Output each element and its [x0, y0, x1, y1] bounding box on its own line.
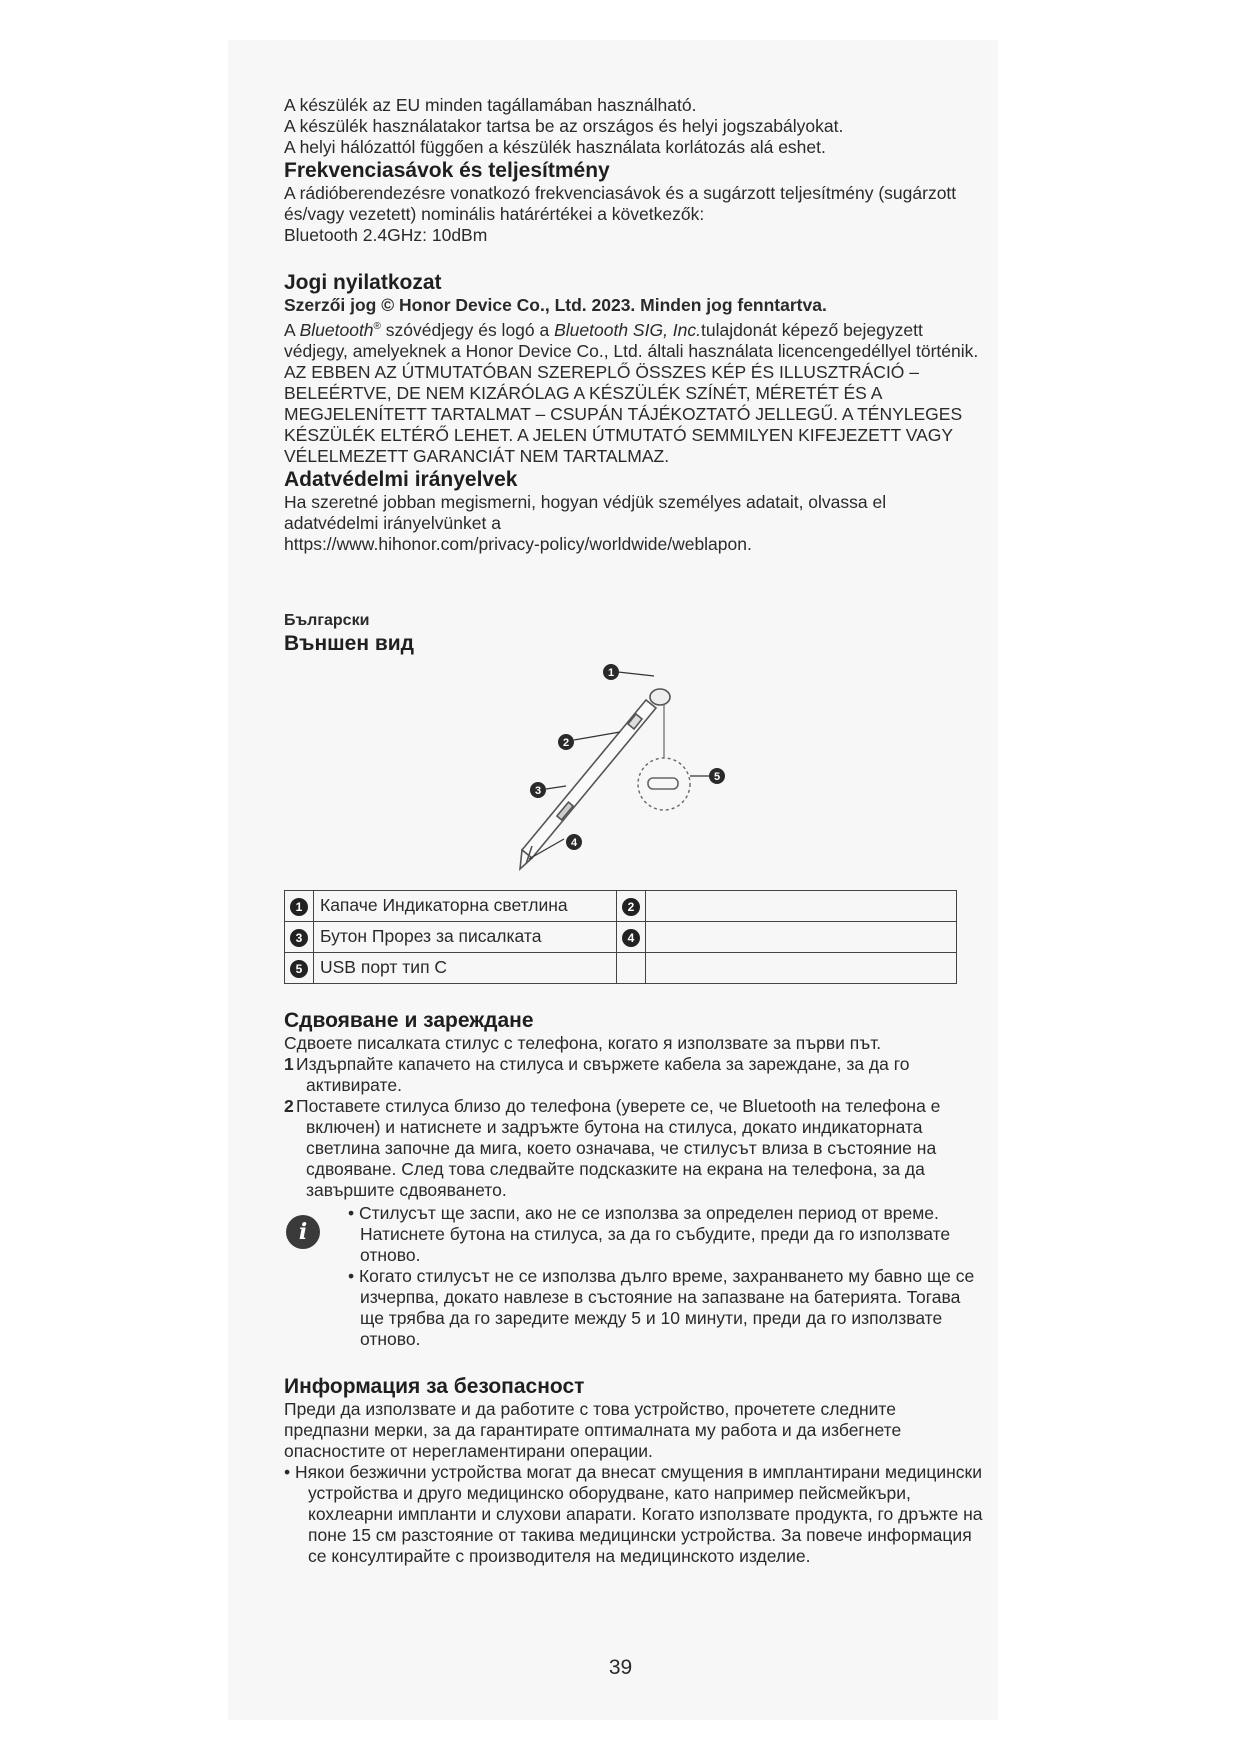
table-row — [285, 952, 957, 983]
appearance-heading: Външен вид — [284, 631, 415, 655]
table-cell-num — [617, 890, 646, 921]
list-item: • Някои безжични устройства могат да внесат смущения в имплантирани медицински устройства и друго медицинско оборудване, като например пейсмейкъри, кохлеарни импланти и слухови апарати. Когато използвате продукта, го дръжте на поне 15 см разстояние от такива медицински устройства. За повече информация се консултирайте с производителя на медицинското изделие. — [284, 1461, 983, 1566]
table-row — [285, 890, 957, 921]
table-cell-num — [285, 952, 314, 983]
bt-rest: tulajdonát képező bejegyzett védjegy, amelyeknek a Honor Device Co., Ltd. általi használata licencengedéllyel történik. — [284, 319, 979, 361]
hu-intro-line-3: A helyi hálózattól függően a készülék használata korlátozás alá eshet. — [284, 137, 826, 157]
safety-intro: Преди да използвате и да работите с това устройство, прочетете следните предпазни мерки, за да гарантирате оптималната му работа и да избегнете опасностите от нерегламентирани операции. — [284, 1398, 902, 1461]
callout-1-label: 1 — [607, 666, 615, 679]
parts-table — [284, 890, 957, 984]
step-number: 1 — [284, 1053, 294, 1074]
table-row — [285, 921, 957, 952]
page-number: 39 — [608, 1656, 633, 1679]
step-number: 2 — [284, 1095, 294, 1116]
privacy-heading: Adatvédelmi irányelvek — [284, 467, 518, 491]
callout-line-3 — [546, 786, 566, 789]
hu-intro-line-2: A készülék használatakor tartsa be az országos és helyi jogszabályokat. — [284, 116, 844, 136]
callout-2-label: 2 — [562, 736, 570, 749]
table-cell-num — [617, 921, 646, 952]
table-cell-num — [285, 921, 314, 952]
bluetooth-trademark — [284, 316, 984, 362]
bt-mid: szóvédjegy és logó a — [385, 319, 550, 340]
callout-line-1 — [618, 672, 654, 676]
pairing-heading: Сдвояване и зареждане — [284, 1008, 534, 1032]
info-icon: i — [286, 1215, 320, 1249]
step-text: Издърпайте капачето на стилуса и свържете кабела за зареждане, за да го активирате. — [296, 1053, 910, 1095]
safety-heading: Информация за безопасност — [284, 1374, 585, 1398]
stylus-illustration — [284, 664, 984, 884]
pairing-intro: Сдвоете писалката стилус с телефона, когато я използвате за първи път. — [284, 1032, 882, 1053]
part-number-badge: 2 — [622, 898, 640, 916]
part-number-badge: 3 — [290, 929, 308, 947]
table-cell — [646, 890, 957, 921]
table-cell — [646, 921, 957, 952]
table-cell: USB порт тип C — [314, 952, 617, 983]
disclaimer-text: AZ EBBEN AZ ÚTMUTATÓBAN SZEREPLŐ ÖSSZES KÉP ÉS ILLUSZTRÁCIÓ – BELEÉRTVE, DE NEM KIZÁRÓLAG A KÉSZÜLÉK SZÍNÉT, MÉRETÉT ÉS A MEGJELENÍTETT TARTALMAT – CSUPÁN TÁJÉKOZTATÓ JELLEGŰ. A TÉNYLEGES KÉSZÜLÉK ELTÉRŐ LEHET. A JELEN ÚTMUTATÓ SEMMILYEN KIFEJEZETT VAGY VÉLELMEZETT GARANCIÁT NEM TARTALMAZ. — [284, 361, 963, 466]
stylus-figure — [284, 664, 984, 884]
freq-heading: Frekvenciasávok és teljesítmény — [284, 159, 610, 182]
privacy-text: Ha szeretné jobban megismerni, hogyan védjük személyes adatait, olvassa el adatvédelmi irányelvünket a — [284, 491, 887, 533]
stylus-cap-shape — [650, 689, 670, 705]
bt-sig: Bluetooth SIG, Inc. — [554, 319, 702, 340]
note-bullet: • Стилусът ще заспи, ако не се използва за определен период от време. Натиснете бутона на стилуса, за да го събудите, преди да го използвате отново. — [348, 1202, 951, 1265]
page-content — [284, 95, 984, 1567]
copyright-line: Szerzői jog © Honor Device Co., Ltd. 2023. Minden jog fenntartva. — [284, 295, 827, 315]
list-item — [284, 1054, 984, 1096]
table-cell: Бутон Прорез за писалката — [314, 921, 617, 952]
safety-bullets — [284, 1462, 984, 1567]
part-number-badge: 4 — [622, 929, 640, 947]
freq-text: A rádióberendezésre vonatkozó frekvenciasávok és a sugárzott teljesítmény (sugárzott és/vagy vezetett) nominális határértékei a következők: — [284, 183, 957, 224]
stylus-pen — [520, 689, 670, 869]
bt-a: A — [284, 319, 295, 340]
note-bullet: • Когато стилусът не се използва дълго време, захранването му бавно ще се изчерпва, докато навлезе в състояние на запазване на батерията. Тогава ще трябва да го заредите между 5 и 10 минути, преди да го използвате отново. — [348, 1265, 975, 1349]
callout-3-label: 3 — [534, 784, 542, 797]
pairing-steps — [284, 1054, 984, 1201]
callout-4-label: 4 — [570, 836, 578, 849]
table-cell-num — [285, 890, 314, 921]
table-cell — [646, 952, 957, 983]
info-note — [284, 1203, 984, 1350]
step-text: Поставете стилуса близо до телефона (уверете се, че Bluetooth на телефона е включен) и натиснете и задръжте бутона на стилуса, докато индикаторната светлина започне да мига, което означава, че стилусът влиза в състояние на сдвояване. След това следвайте подсказките на екрана на телефона, за да завършите сдвояването. — [296, 1095, 941, 1200]
callout-5-label: 5 — [713, 770, 721, 783]
usb-port-shape — [648, 778, 678, 789]
part-number-badge: 1 — [290, 898, 308, 916]
bt-reg: ® — [373, 321, 381, 332]
list-item — [284, 1096, 984, 1201]
hu-intro-line-1: A készülék az EU minden tagállamában használható. — [284, 95, 697, 115]
language-label: Български — [284, 611, 370, 629]
legal-heading: Jogi nyilatkozat — [284, 271, 442, 294]
privacy-url: https://www.hihonor.com/privacy-policy/worldwide/weblapon. — [284, 533, 752, 554]
table-cell-num — [617, 952, 646, 983]
zoom-circle — [638, 758, 690, 810]
part-number-badge: 5 — [290, 960, 308, 978]
table-cell: Капаче Индикаторна светлина — [314, 890, 617, 921]
bt-word: Bluetooth — [299, 319, 374, 340]
freq-value: Bluetooth 2.4GHz: 10dBm — [284, 225, 488, 245]
